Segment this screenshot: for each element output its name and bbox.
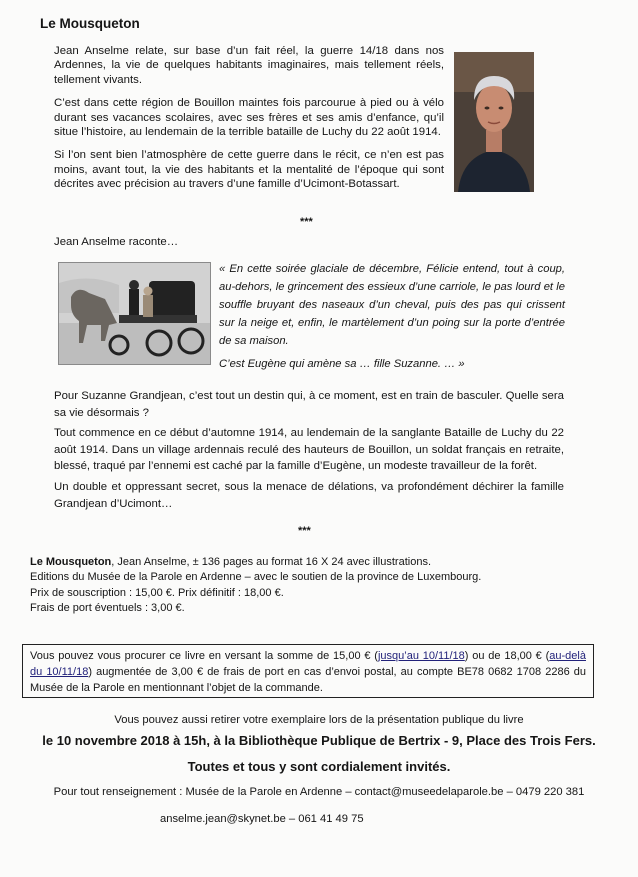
order-text: Vous pouvez vous procurer ce livre en versant la somme de 15,00 € ( xyxy=(30,650,378,662)
page-title: Le Mousqueton xyxy=(40,16,140,31)
story-paragraph: Pour Suzanne Grandjean, c’est tout un destin qui, à ce moment, est en train de basculer. Quelle sera sa vie désormais ? xyxy=(54,390,564,419)
intro-text xyxy=(54,44,444,201)
story-paragraph: Tout commence en ce début d’automne 1914, au lendemain de la sanglante Bataille de Luchy du 22 août 1914. Dans un village ardennais reculé des hauteurs de Bouillon, un soldat français en retraite, blessé, traqué par l’ennemi est caché par la famille d’Eugène, un modeste travailleur de la forêt. xyxy=(54,427,564,473)
pickup-note: Vous pouvez aussi retirer votre exemplaire lors de la présentation publique du livre xyxy=(114,714,524,726)
book-excerpt-quote xyxy=(219,260,565,378)
separator: *** xyxy=(298,525,311,537)
book-info xyxy=(30,555,570,617)
author-photo xyxy=(454,52,534,192)
invitation: Toutes et tous y sont cordialement invités. xyxy=(187,759,451,774)
order-text: ) ou de 18,00 € ( xyxy=(464,650,550,662)
story-text xyxy=(54,388,564,516)
intro-paragraph: Jean Anselme relate, sur base d’un fait réel, la guerre 14/18 dans nos Ardennes, la vie de quelques habitants imaginaires, mais tellement réels, tellement vivants. xyxy=(54,45,444,86)
book-prices: Prix de souscription : 15,00 €. Prix définitif : 18,00 €. xyxy=(30,586,284,599)
story-paragraph: Un double et oppressant secret, sous la menace de délations, va profondément déchirer la famille Grandjean d’Ucimont… xyxy=(54,480,564,510)
order-text: ) augmentée de 3,00 € de frais de port en cas d’envoi postal, au compte BE78 0682 1708 2286 du Musée de la Parole en mentionnant l’objet de la commande. xyxy=(30,666,586,694)
horse-carriage-photo xyxy=(58,262,211,365)
intro-paragraph: Si l’on sent bien l’atmosphère de cette guerre dans le récit, ce n’en est pas moins, avant tout, la vie des habitants et la mentalité de l’époque qui sont décrites avec précision au travers d’une famille d’Ucimont-Botassart. xyxy=(54,149,444,191)
book-details-line xyxy=(30,555,570,570)
author-contact: anselme.jean@skynet.be – 061 41 49 75 xyxy=(160,813,364,825)
order-info-box xyxy=(22,644,594,698)
book-details: , Jean Anselme, ± 136 pages au format 16 X 24 avec illustrations. xyxy=(111,556,432,568)
deadline-after: au-delà du 10/11/18 xyxy=(30,650,586,678)
intro-paragraph: C’est dans cette région de Bouillon maintes fois parcourue à pied ou à vélo durant ses vacances scolaires, avec ses frères et ses amis d’enfance, qu’il situe l’histoire, au lendemain de la terrible bataille de Luchy du 22 août 1914. xyxy=(54,97,444,139)
deadline-before: jusqu’au 10/11/18 xyxy=(377,650,465,662)
quote-paragraph: C’est Eugène qui amène sa … fille Suzanne. … » xyxy=(219,358,465,370)
book-name: Le Mousqueton xyxy=(30,556,112,568)
separator: *** xyxy=(300,216,313,228)
event-details: le 10 novembre 2018 à 15h, à la Bibliothèque Publique de Bertrix - 9, Place des Trois Fers. xyxy=(42,733,596,748)
book-shipping: Frais de port éventuels : 3,00 €. xyxy=(30,602,185,615)
contact-info: Pour tout renseignement : Musée de la Parole en Ardenne – contact@museedelaparole.be – 0479 220 381 xyxy=(53,786,585,798)
book-editions: Editions du Musée de la Parole en Ardenne – avec le soutien de la province de Luxembourg. xyxy=(30,571,482,584)
quote-paragraph: « En cette soirée glaciale de décembre, Félicie entend, tout à coup, au-dehors, le grincement des essieux d’une carriole, le pas lourd et le souffle bruyant des naseaux d’un cheval, puis des pas qui crissent sur la neige et, enfin, le martèlement d’un poing sur la porte d’entrée de sa maison. xyxy=(219,263,565,347)
raconte-label: Jean Anselme raconte… xyxy=(54,236,179,248)
